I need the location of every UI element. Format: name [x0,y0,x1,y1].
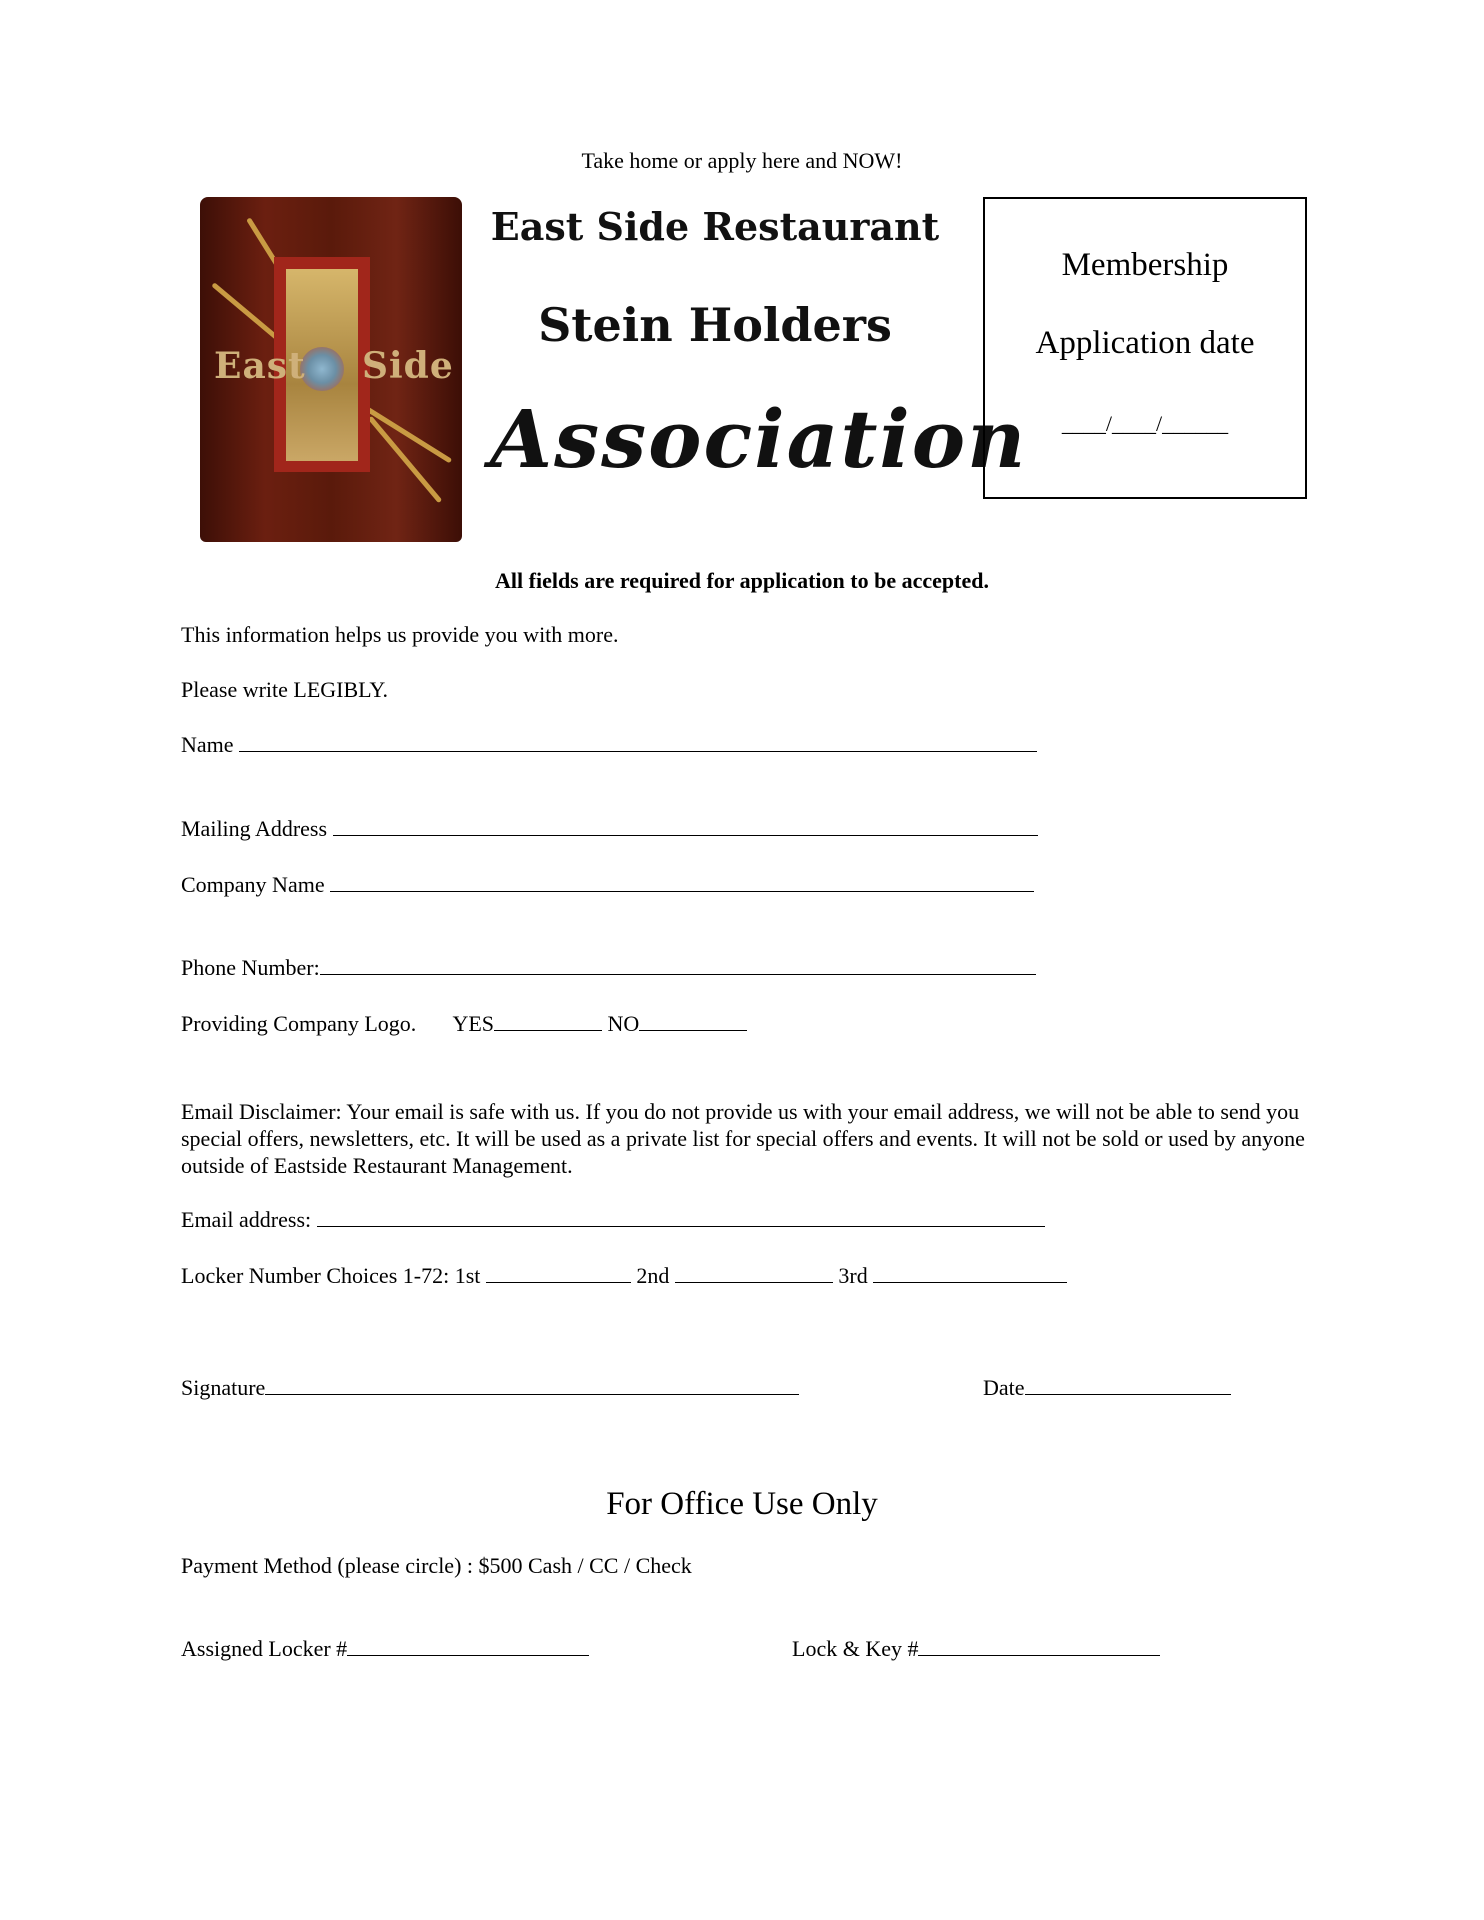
sign-text-east: East [214,345,306,387]
signature-date-label: Date [983,1375,1025,1400]
signature-row [181,1375,799,1401]
locker-2nd-label: 2nd [636,1263,670,1288]
payment-method-text: Payment Method (please circle) : $500 Cash / CC / Check [181,1553,692,1578]
info-text: This information helps us provide you with more. [181,622,619,647]
lock-key-row [792,1636,1160,1662]
locker-choices-label: Locker Number Choices 1-72: 1st [181,1263,481,1288]
title-restaurant: East Side Restaurant [490,204,940,249]
email-disclaimer: Email Disclaimer: Your email is safe with us. If you do not provide us with your email address, we will not be able to send you special offers, newsletters, etc. It will be used as a private list for special offers and events. It will not be sold or used by anyone outside of Eastside Restaurant Management. [181,1099,1305,1178]
signature-date-row [983,1375,1231,1401]
eagle-emblem-icon [300,347,344,391]
locker-choices-row [181,1263,1067,1289]
locker-3rd-label: 3rd [838,1263,868,1288]
logo-yes-field[interactable] [494,1012,602,1031]
company-name-label: Company Name [181,872,325,897]
east-side-sign-logo [200,197,462,542]
tagline: Take home or apply here and NOW! [581,148,903,173]
signature-label: Signature [181,1375,266,1400]
phone-label: Phone Number: [181,955,320,980]
email-field[interactable] [317,1208,1045,1227]
name-label: Name [181,732,234,757]
name-field[interactable] [239,733,1037,752]
application-date-field[interactable]: ____/____/______ [1061,411,1229,436]
assigned-locker-field[interactable] [347,1637,589,1656]
phone-row [181,955,1036,981]
title-stein-holders: Stein Holders [538,298,892,352]
membership-label: Membership [1061,247,1229,283]
name-row [181,732,1037,758]
locker-choice-3rd-field[interactable] [873,1264,1067,1283]
mailing-address-row [181,816,1038,842]
logo-yes-label: YES [452,1011,495,1036]
company-name-row [181,872,1034,898]
logo-no-field[interactable] [639,1012,747,1031]
mailing-address-field[interactable] [333,817,1038,836]
lock-key-field[interactable] [918,1637,1160,1656]
lock-key-label: Lock & Key # [792,1636,919,1661]
required-notice: All fields are required for application to be accepted. [495,568,989,593]
signature-field[interactable] [265,1376,799,1395]
mailing-address-label: Mailing Address [181,816,328,841]
sign-text-side: Side [362,345,454,387]
company-logo-row [181,1011,747,1037]
assigned-locker-label: Assigned Locker # [181,1636,348,1661]
signature-date-field[interactable] [1025,1376,1231,1395]
office-use-title: For Office Use Only [606,1486,878,1522]
application-date-box [983,197,1307,499]
locker-choice-1st-field[interactable] [486,1264,631,1283]
logo-no-label: NO [607,1011,640,1036]
title-association: Association [490,392,1028,486]
email-label: Email address: [181,1207,312,1232]
assigned-locker-row [181,1636,589,1662]
legibly-text: Please write LEGIBLY. [181,677,388,702]
phone-field[interactable] [320,956,1036,975]
application-date-label: Application date [1035,325,1255,361]
email-row [181,1207,1045,1233]
company-logo-label: Providing Company Logo. [181,1011,417,1036]
company-name-field[interactable] [330,873,1034,892]
locker-choice-2nd-field[interactable] [675,1264,833,1283]
